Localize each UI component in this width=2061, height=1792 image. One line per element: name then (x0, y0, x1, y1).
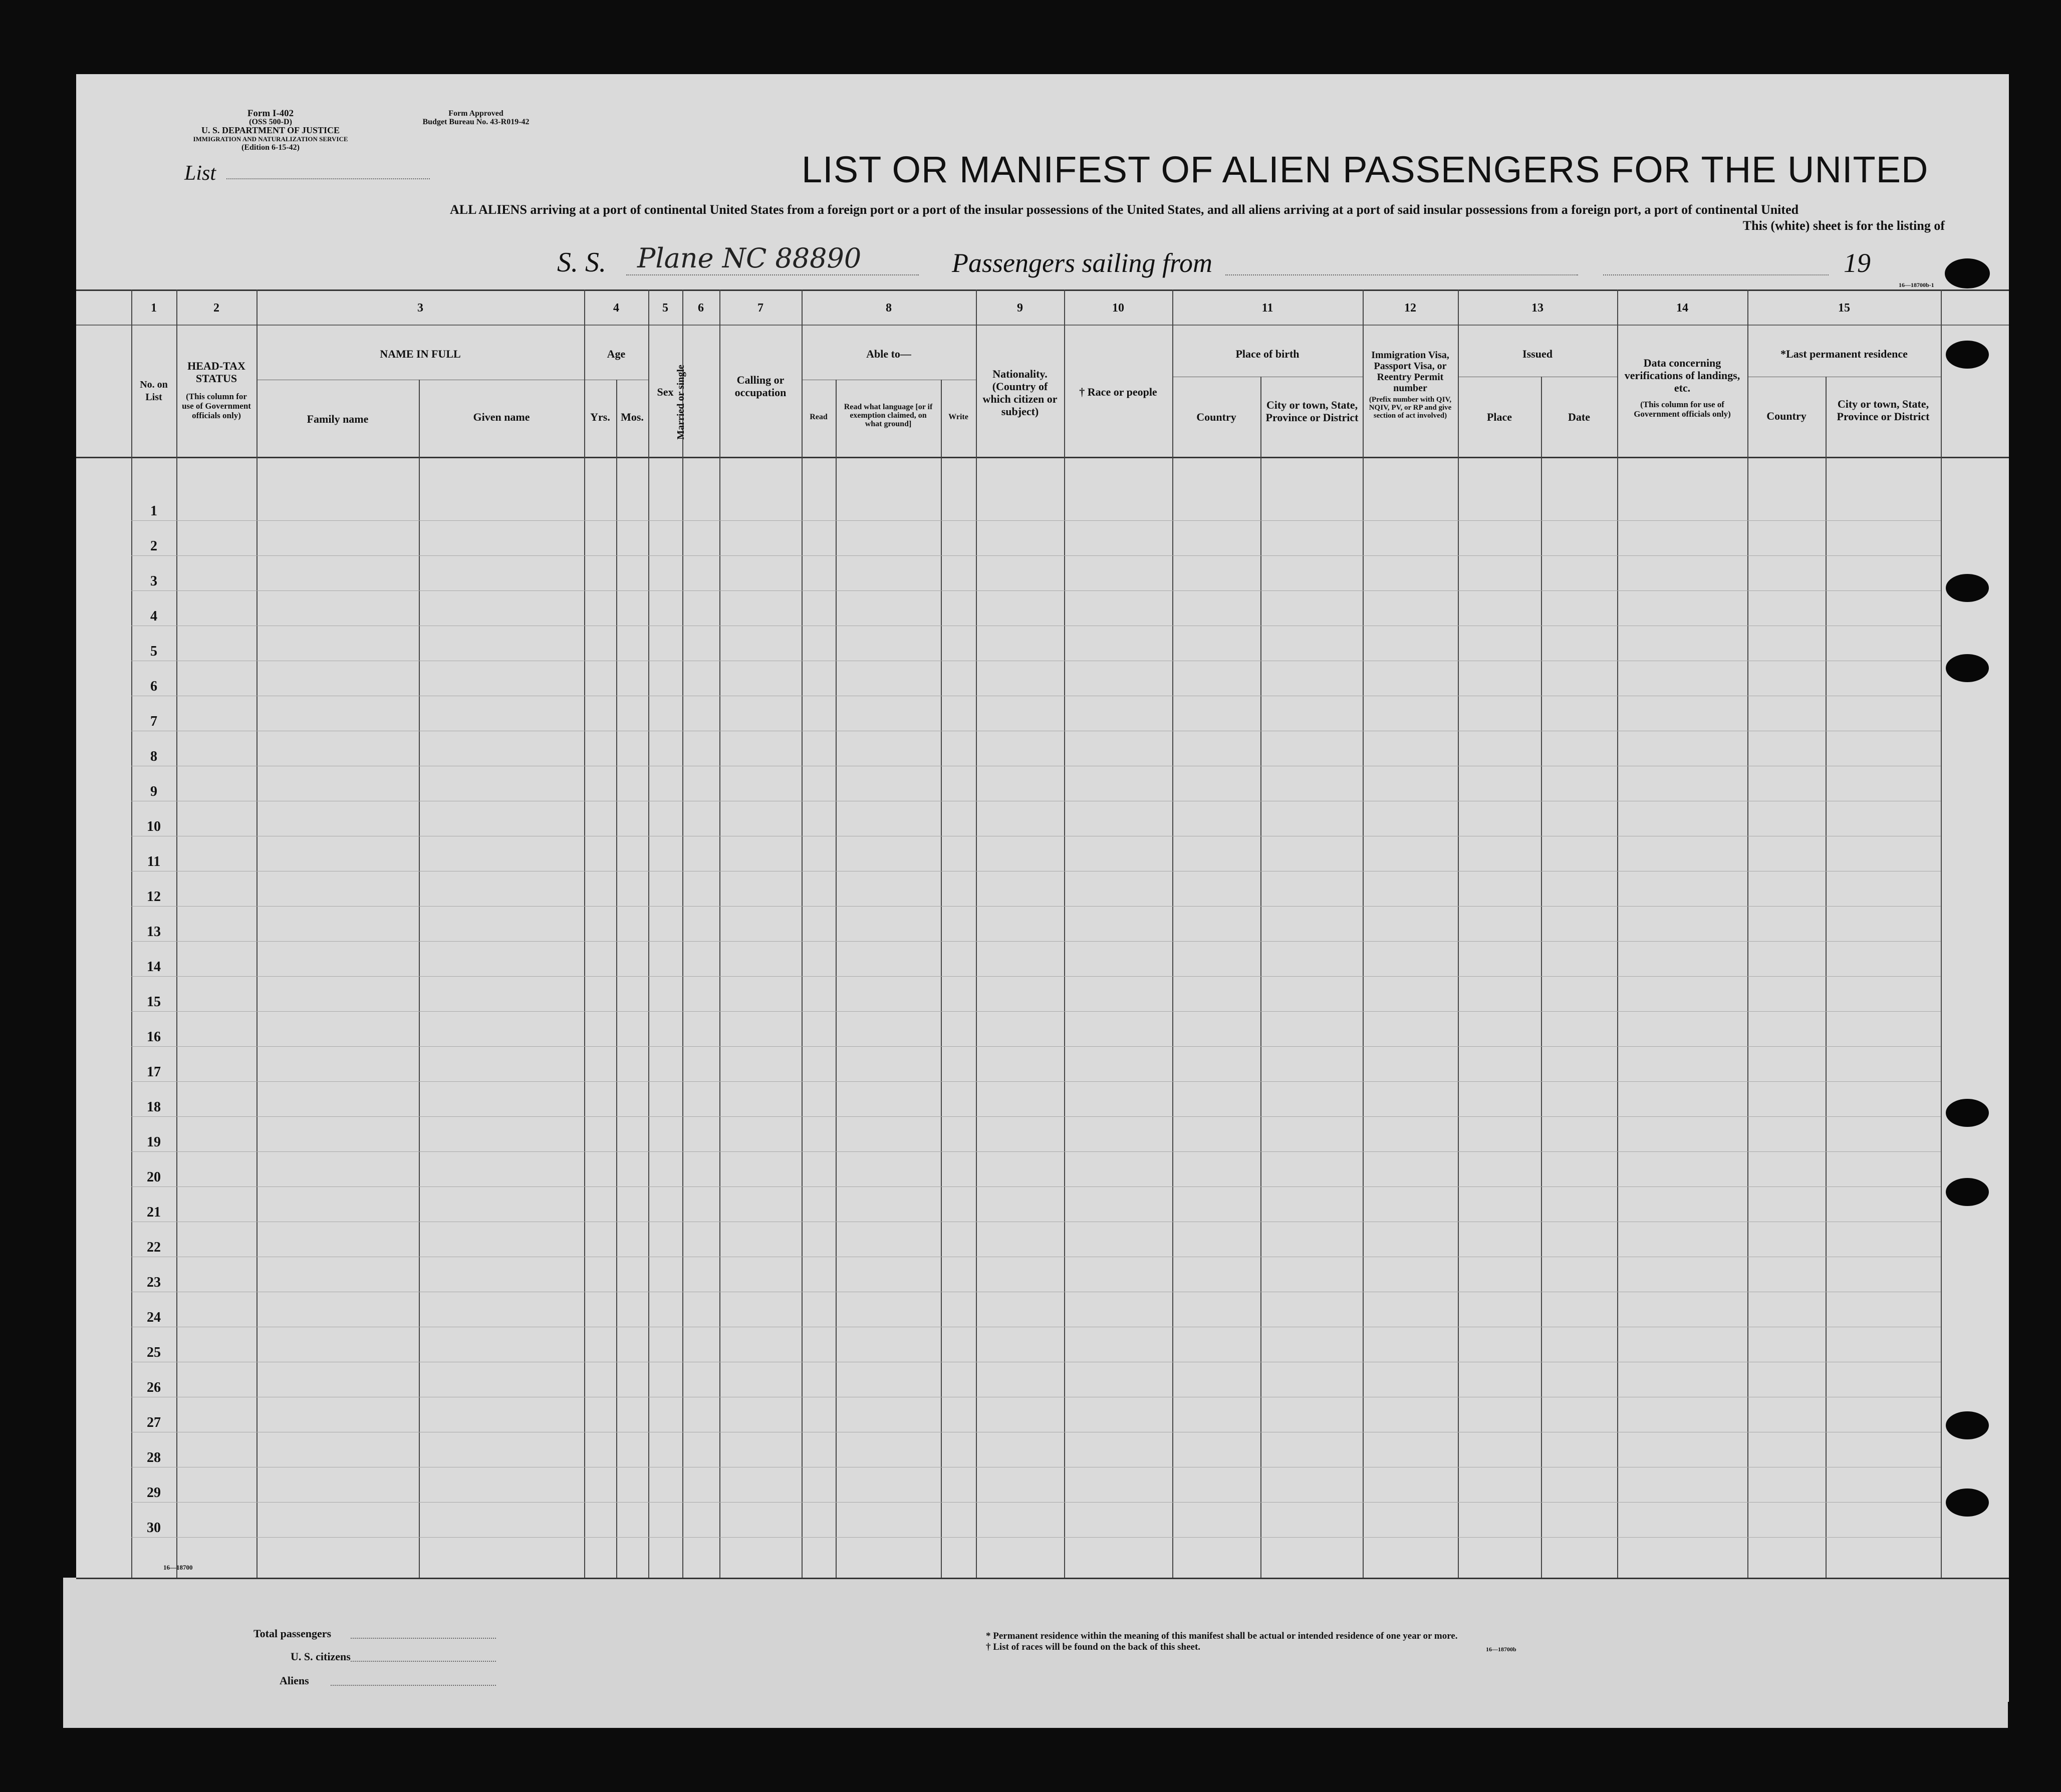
header-immigration-visa-note: (Prefix number with QIV, NQIV, PV, or RP and give section of act involved) (1369, 396, 1452, 420)
row-rule (131, 1537, 1941, 1538)
row-rule (131, 1046, 1941, 1047)
row-number: 17 (147, 1064, 161, 1080)
col-line-4a (616, 380, 617, 1578)
col-number-12: 12 (1404, 302, 1416, 315)
form-service: IMMIGRATION AND NATURALIZATION SERVICE (193, 135, 348, 143)
footnote-code: 16—18700b (1486, 1646, 1516, 1653)
column-number-rule (76, 325, 2009, 326)
col-number-6: 6 (698, 302, 704, 315)
col-number-14: 14 (1676, 302, 1688, 315)
row-number: 19 (147, 1134, 161, 1150)
form-budget: Budget Bureau No. 43-R019-42 (422, 118, 530, 126)
header-verifications-note: (This column for use of Government officials only) (1634, 400, 1731, 419)
col-number-7: 7 (757, 302, 763, 315)
form-id-block (175, 109, 366, 152)
header-issued: Issued (1522, 348, 1553, 360)
header-age-years: Yrs. (590, 411, 610, 423)
subtitle: ALL ALIENS arriving at a port of continental United States from a foreign port or a port of the insular possessions of the United States, and all aliens arriving at a port of said insular possessions from a foreign port, a port of continental United (450, 202, 1799, 217)
binding-hole (1946, 654, 1989, 682)
binding-hole (1946, 1488, 1989, 1517)
col-line-15a (1826, 377, 1827, 1578)
row-number: 6 (150, 679, 157, 694)
col-line-8a (836, 380, 837, 1578)
binding-hole (1946, 574, 1989, 602)
row-number: 15 (147, 994, 161, 1010)
col-number-13: 13 (1531, 302, 1543, 315)
header-age-months: Mos. (621, 411, 644, 423)
header-bottom-rule (76, 457, 2009, 458)
form-approval-block (396, 109, 556, 126)
ship-name-handwritten: Plane NC 88890 (637, 242, 862, 274)
col-line-12 (1363, 289, 1364, 1578)
col-number-4: 4 (613, 302, 619, 315)
binding-hole (1946, 1178, 1989, 1206)
total-passengers-line (351, 1638, 496, 1639)
manifest-sheet (76, 74, 2009, 1702)
header-race-or-people: † Race or people (1079, 386, 1157, 398)
row-number: 29 (147, 1485, 161, 1501)
col-line-10 (1064, 289, 1065, 1578)
row-number: 14 (147, 959, 161, 975)
aliens-line (331, 1685, 496, 1686)
sailing-from-label: Passengers sailing from (952, 248, 1213, 278)
row-number: 4 (150, 609, 157, 624)
row-number: 12 (147, 889, 161, 905)
binding-hole (1946, 1411, 1989, 1439)
row-rule (131, 590, 1941, 591)
list-label: List (184, 162, 216, 185)
row-rule (131, 555, 1941, 556)
us-citizens-line (351, 1661, 496, 1662)
row-number: 30 (147, 1520, 161, 1536)
col-line-8b (941, 380, 942, 1578)
col-line-2 (176, 289, 177, 1578)
row-number: 28 (147, 1450, 161, 1465)
col-line-end (1941, 289, 1942, 1578)
list-line (226, 178, 430, 179)
row-rule (131, 520, 1941, 521)
row-number: 22 (147, 1240, 161, 1255)
form-dept: U. S. DEPARTMENT OF JUSTICE (201, 125, 340, 135)
binding-hole (1946, 341, 1989, 369)
ship-name-line (626, 274, 919, 275)
header-issued-date: Date (1568, 411, 1590, 423)
row-number: 20 (147, 1169, 161, 1185)
row-number: 16 (147, 1029, 161, 1045)
row-rule (131, 1186, 1941, 1187)
row-number: 25 (147, 1345, 161, 1360)
row-rule (131, 1151, 1941, 1152)
col-line-3 (256, 289, 257, 1578)
sailing-date-line (1603, 274, 1829, 275)
row-number: 2 (150, 538, 157, 554)
row-number: 23 (147, 1275, 161, 1290)
col-line-6 (682, 289, 683, 1578)
col-number-3: 3 (417, 302, 423, 315)
row-rule (131, 941, 1941, 942)
col-line-4 (584, 289, 585, 1578)
header-given-name: Given name (473, 411, 530, 423)
row-number: 27 (147, 1415, 161, 1430)
print-code-top: 16—18700b-1 (1899, 281, 1934, 288)
header-head-tax-note: (This column for use of Government officials only) (182, 392, 251, 420)
header-residence-country: Country (1766, 410, 1807, 422)
grid-top-rule (76, 289, 2009, 291)
col-number-10: 10 (1112, 302, 1124, 315)
col-line-7 (719, 289, 720, 1578)
header-able-read: Read (810, 413, 828, 421)
header-birth-country: Country (1196, 411, 1236, 423)
header-married-or-single: Married or single (675, 365, 686, 440)
row-number: 7 (150, 714, 157, 729)
row-number: 9 (150, 784, 157, 799)
row-rule (131, 1011, 1941, 1012)
footnote-races: † List of races will be found on the back of this sheet. (986, 1642, 1201, 1652)
row-number: 8 (150, 749, 157, 764)
col-line-9 (976, 289, 977, 1578)
header-able-read-language: Read what language [or if exemption claimed, on what ground] (844, 403, 933, 428)
grid-bottom-rule (76, 1578, 2009, 1579)
header-immigration-visa: Immigration Visa, Passport Visa, or Reentry Permit number (1371, 350, 1449, 394)
header-able-to: Able to— (866, 348, 911, 360)
form-approved: Form Approved (448, 109, 503, 118)
row-number: 18 (147, 1099, 161, 1115)
header-no-on-list: No. on List (140, 379, 168, 403)
footnote-permanent-residence: * Permanent residence within the meaning of this manifest shall be actual or intended residence of one year or more. (986, 1631, 1458, 1641)
year-prefix: 19 (1844, 248, 1871, 278)
header-sex: Sex (657, 386, 674, 398)
col-number-11: 11 (1261, 302, 1273, 315)
form-edition: (Edition 6-15-42) (241, 143, 300, 152)
row-number: 24 (147, 1310, 161, 1325)
header-place-of-birth: Place of birth (1235, 348, 1300, 360)
header-birth-city: City or town, State, Province or District (1265, 399, 1359, 424)
col-line-11 (1172, 289, 1173, 1578)
row-rule (131, 1502, 1941, 1503)
page-title: LIST OR MANIFEST OF ALIEN PASSENGERS FOR THE UNITED (802, 149, 1929, 190)
header-last-permanent-residence: *Last permanent residence (1780, 348, 1908, 360)
row-number: 10 (147, 819, 161, 834)
row-number: 5 (150, 644, 157, 659)
col-line-13 (1458, 289, 1459, 1578)
col-line-15 (1747, 289, 1748, 1578)
col-number-15: 15 (1838, 302, 1850, 315)
row-number: 3 (150, 573, 157, 589)
header-verifications: Data concerning verifications of landings, etc. (1624, 357, 1740, 394)
col-line-5 (648, 289, 649, 1578)
col-line-13a (1541, 377, 1542, 1578)
header-age: Age (607, 348, 626, 360)
col-line-3a (419, 380, 420, 1578)
header-able-write: Write (948, 413, 968, 421)
col-number-1: 1 (151, 302, 157, 315)
header-issued-place: Place (1486, 411, 1512, 423)
col-line-8 (802, 289, 803, 1578)
col-number-8: 8 (886, 302, 892, 315)
header-family-name: Family name (307, 413, 369, 425)
row-rule (131, 1081, 1941, 1082)
row-number: 21 (147, 1205, 161, 1220)
sailing-from-line (1225, 274, 1578, 275)
manifest-sheet-bottom (63, 1578, 2008, 1728)
row-number: 11 (147, 854, 161, 869)
us-citizens-label: U. S. citizens (291, 1650, 351, 1663)
header-nationality: Nationality. (Country of which citizen or subject) (982, 368, 1058, 418)
col-line-11a (1260, 377, 1261, 1578)
form-id: Form I-402 (247, 108, 294, 119)
binding-hole (1946, 1099, 1989, 1127)
row-number: 13 (147, 924, 161, 940)
torn-corner (1945, 258, 1990, 288)
row-rule (131, 976, 1941, 977)
row-rule (131, 906, 1941, 907)
form-code: (OSS 500-D) (249, 118, 292, 126)
row-number: 26 (147, 1380, 161, 1395)
col-number-2: 2 (213, 302, 219, 315)
row-number: 1 (150, 503, 157, 519)
header-residence-city: City or town, State, Province or District (1837, 398, 1930, 423)
row-rule (131, 1116, 1941, 1117)
print-code-bottom: 16—18700 (163, 1564, 193, 1571)
header-name-in-full: NAME IN FULL (380, 348, 461, 360)
col-line-14 (1617, 289, 1618, 1578)
col-number-5: 5 (662, 302, 668, 315)
subtitle-continuation: This (white) sheet is for the listing of (1742, 218, 1945, 233)
aliens-label: Aliens (280, 1674, 309, 1687)
header-head-tax-status: HEAD-TAX STATUS (187, 360, 245, 385)
ship-prefix: S. S. (557, 247, 606, 278)
header-calling-or-occupation: Calling or occupation (734, 374, 787, 399)
col-number-9: 9 (1017, 302, 1023, 315)
total-passengers-label: Total passengers (253, 1627, 332, 1640)
